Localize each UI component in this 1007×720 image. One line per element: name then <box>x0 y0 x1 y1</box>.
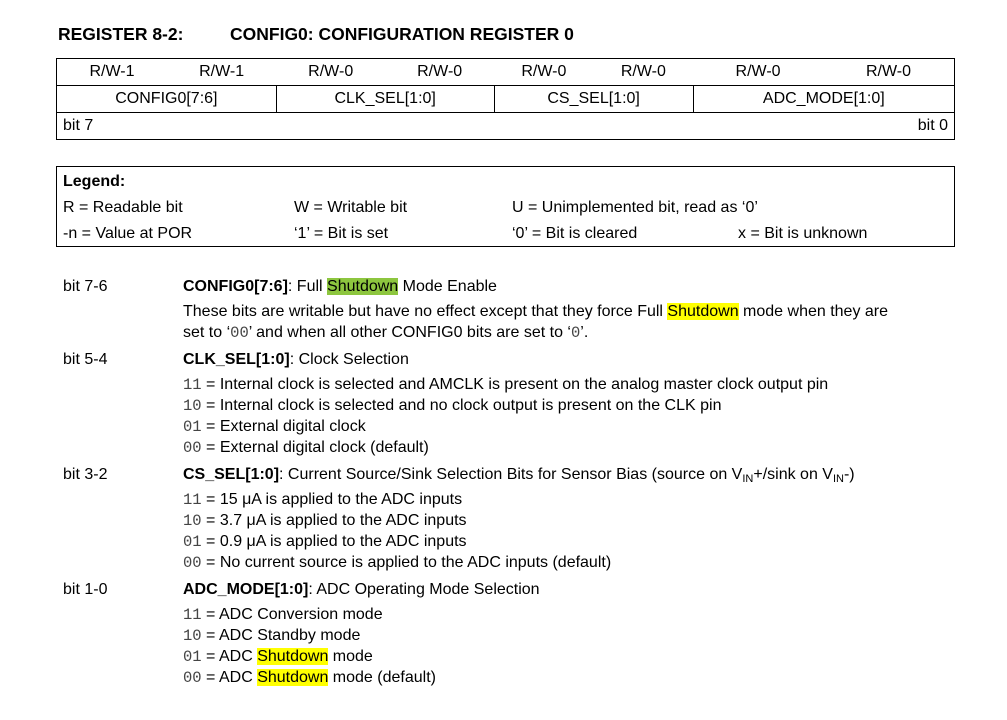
clk-sel-heading <box>183 351 409 369</box>
code-00: 00 <box>230 324 249 342</box>
bit6-access: R/W-1 <box>167 59 276 86</box>
option-code: 00 <box>183 669 202 687</box>
bit0-access: R/W-0 <box>823 59 954 86</box>
adc-mode-option <box>183 606 383 624</box>
legend-cleared: ‘0’ = Bit is cleared <box>512 225 638 242</box>
option-text-post: mode (default) <box>328 669 436 686</box>
adc-mode-option <box>183 648 373 666</box>
option-code: 00 <box>183 439 202 457</box>
bit5-access: R/W-0 <box>276 59 385 86</box>
clk-sel-option <box>183 397 721 415</box>
register-id: REGISTER 8-2: <box>58 24 184 44</box>
config0-line1 <box>183 303 888 321</box>
config0-line1-pre: These bits are writable but have no effect except that they force Full <box>183 303 668 320</box>
legend-set: ‘1’ = Bit is set <box>294 225 389 242</box>
option-code: 01 <box>183 533 202 551</box>
config0-line2-c: ’. <box>580 324 589 341</box>
adc-mode-option <box>183 627 360 645</box>
config0-line2-b: ’ and when all other CONFIG0 bits are set to ‘ <box>248 324 571 341</box>
shutdown-highlight: Shutdown <box>327 278 399 295</box>
bit-left-label: bit 7 <box>63 117 94 134</box>
register-name: CONFIG0: CONFIGURATION REGISTER 0 <box>230 24 574 44</box>
bit7-access: R/W-1 <box>57 59 167 86</box>
access-row <box>57 59 955 86</box>
legend-title: Legend: <box>63 173 126 190</box>
legend-box <box>56 166 955 247</box>
legend-unimplemented: U = Unimplemented bit, read as ‘0’ <box>512 199 758 216</box>
clk-sel-name: CLK_SEL[1:0] <box>183 351 290 368</box>
cs-sel-desc-c: -) <box>843 466 855 483</box>
bits-7-6-label: bit 7-6 <box>63 278 108 295</box>
cs-sel-option <box>183 512 467 530</box>
field-row <box>57 86 955 113</box>
config0-line1-post: mode when they are <box>738 303 889 320</box>
option-text: = ADC <box>201 648 258 665</box>
shutdown-highlight: Shutdown <box>257 648 329 665</box>
option-code: 00 <box>183 554 202 572</box>
option-text: = External digital clock <box>201 418 366 435</box>
bit4-access: R/W-0 <box>385 59 494 86</box>
option-text-post: mode <box>328 648 373 665</box>
option-code: 10 <box>183 627 202 645</box>
cs-sel-name: CS_SEL[1:0] <box>183 466 280 483</box>
option-text: = ADC <box>201 669 258 686</box>
legend-readable: R = Readable bit <box>63 199 183 216</box>
option-text: = ADC Standby mode <box>201 627 361 644</box>
cs-sel-option <box>183 533 467 551</box>
adc-mode-option <box>183 669 436 687</box>
vin-subscript: IN <box>742 473 754 485</box>
option-code: 01 <box>183 648 202 666</box>
shutdown-highlight: Shutdown <box>667 303 739 320</box>
clk-sel-option <box>183 376 828 394</box>
vin-subscript: IN <box>832 473 844 485</box>
clk-sel-desc: : Clock Selection <box>289 351 409 368</box>
bit3-access: R/W-0 <box>494 59 593 86</box>
bits-1-0-label: bit 1-0 <box>63 581 108 598</box>
legend-por: -n = Value at POR <box>63 225 193 242</box>
option-code: 11 <box>183 606 202 624</box>
option-code: 10 <box>183 512 202 530</box>
register-title <box>58 24 574 45</box>
bit1-access: R/W-0 <box>693 59 823 86</box>
option-text: = 3.7 μA is applied to the ADC inputs <box>201 512 467 529</box>
adc-mode-name: ADC_MODE[1:0] <box>183 581 309 598</box>
adc-mode-desc: : ADC Operating Mode Selection <box>308 581 540 598</box>
cs-sel-option <box>183 554 611 572</box>
config0-desc-post: Mode Enable <box>398 278 497 295</box>
option-text: = 15 μA is applied to the ADC inputs <box>201 491 463 508</box>
legend-unknown: x = Bit is unknown <box>738 225 868 242</box>
register-bit-table <box>56 58 955 140</box>
option-code: 10 <box>183 397 202 415</box>
bit-right-label: bit 0 <box>917 117 948 134</box>
field-config0: CONFIG0[7:6] <box>57 86 277 113</box>
bit-position-row <box>57 113 955 140</box>
shutdown-highlight: Shutdown <box>257 669 329 686</box>
option-text: = External digital clock (default) <box>201 439 429 456</box>
bits-3-2-label: bit 3-2 <box>63 466 108 483</box>
code-0: 0 <box>570 324 581 342</box>
bits-5-4-label: bit 5-4 <box>63 351 108 368</box>
option-text: = Internal clock is selected and no clock output is present on the CLK pin <box>201 397 722 414</box>
cs-sel-heading <box>183 466 855 485</box>
adc-mode-heading <box>183 581 540 599</box>
option-code: 01 <box>183 418 202 436</box>
option-text: = ADC Conversion mode <box>201 606 383 623</box>
config0-line2-a: set to ‘ <box>183 324 231 341</box>
field-clk-sel: CLK_SEL[1:0] <box>276 86 494 113</box>
config0-heading <box>183 278 497 296</box>
option-text: = 0.9 μA is applied to the ADC inputs <box>201 533 467 550</box>
cs-sel-desc-a: : Current Source/Sink Selection Bits for Sensor Bias (source on V <box>279 466 743 483</box>
field-cs-sel: CS_SEL[1:0] <box>494 86 693 113</box>
cs-sel-option <box>183 491 462 509</box>
config0-desc-pre: : Full <box>287 278 328 295</box>
option-text: = Internal clock is selected and AMCLK is present on the analog master clock output pin <box>201 376 829 393</box>
field-adc-mode: ADC_MODE[1:0] <box>693 86 954 113</box>
config0-name: CONFIG0[7:6] <box>183 278 288 295</box>
cs-sel-desc-b: +/sink on V <box>753 466 833 483</box>
bit2-access: R/W-0 <box>594 59 693 86</box>
legend-writable: W = Writable bit <box>294 199 408 216</box>
option-code: 11 <box>183 376 202 394</box>
option-text: = No current source is applied to the ADC inputs (default) <box>201 554 612 571</box>
config0-line2 <box>183 324 588 342</box>
option-code: 11 <box>183 491 202 509</box>
clk-sel-option <box>183 439 429 457</box>
clk-sel-option <box>183 418 366 436</box>
